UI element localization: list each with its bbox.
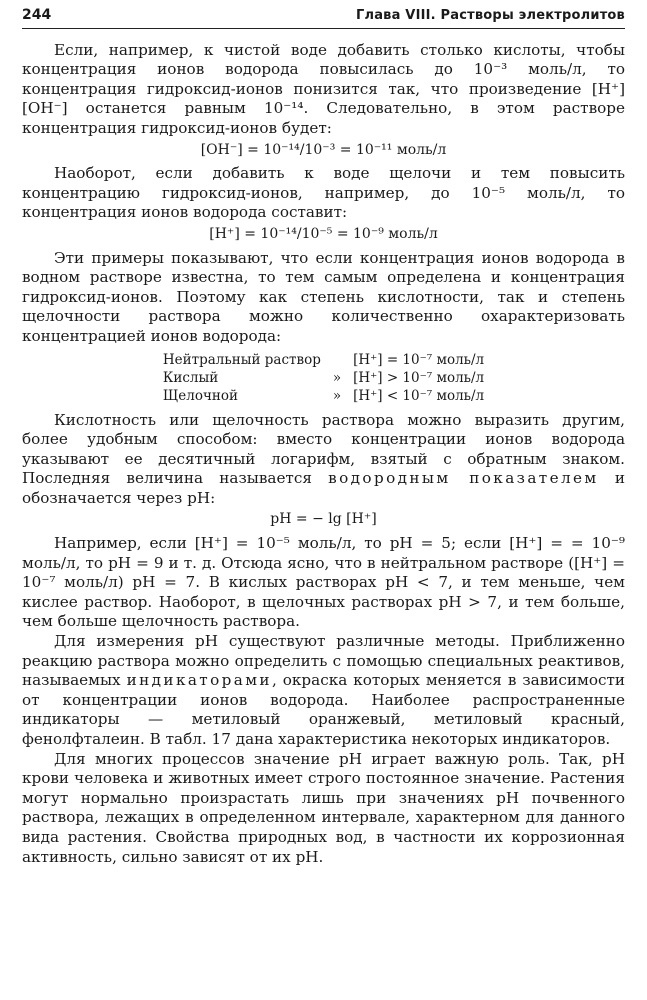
paragraph-4-tail: и обозначается через pH: [22, 469, 626, 507]
paragraph-4 [22, 411, 625, 509]
paragraph-1: Если, например, к чистой воде добавить столько кислоты, чтобы концентрация ионов водорода повысилась до 10⁻³ моль/л, то концентрация гидроксид-ионов понизится так, что произведение [H⁺] [OH⁻] останется равным 10⁻¹⁴. Следовательно, в этом растворе концентрация гидроксид-ионов будет: [22, 40, 625, 137]
formula-oh: [OH⁻] = 10⁻¹⁴/10⁻³ = 10⁻¹¹ моль/л [200, 141, 447, 158]
term-ph: водородным показателем [328, 469, 599, 488]
case-ditto: » [332, 387, 342, 404]
paragraph-6-text: Для измерения pH существуют различные методы. Приближенно реакцию раствора можно определить с помощью специальных реактивов, называемых [22, 632, 625, 690]
running-head: Глава VIII. Растворы электролитов [356, 8, 625, 23]
table-row [157, 369, 490, 387]
paragraph-3: Эти примеры показывают, что если концентрация ионов водорода в водном растворе известна, то тем самым определена и концентрация гидроксид-ионов. Поэтому как степень кислотности, так и степень щелочности раствора можно количественно охарактеризовать концентрацией ионов водорода: [22, 248, 625, 345]
paragraph-5: Например, если [H⁺] = 10⁻⁵ моль/л, то pH = 5; если [H⁺] = = 10⁻⁹ моль/л, то pH = 9 и т. д. Отсюда ясно, что в нейтральном растворе ([H⁺] = 10⁻⁷ моль/л) pH = 7. В кислых растворах pH < 7, и тем меньше, чем кислее раствор. Наоборот, в щелочных растворах pH > 7, и тем больше, чем больше щелочность раствора. [22, 534, 625, 631]
case-formula: [H⁺] < 10⁻⁷ моль/л [353, 387, 485, 404]
case-ditto: » [332, 369, 342, 386]
formula-h: [H⁺] = 10⁻¹⁴/10⁻⁵ = 10⁻⁹ моль/л [209, 225, 438, 242]
paragraph-4-text: Кислотность или щелочность раствора можно выразить другим, более удобным способом: вместо концентрации ионов водорода указывают ее десятичный логарифм, взятый с обратным знаком. Последняя величина называется [22, 410, 625, 488]
case-label: Нейтральный раствор [162, 351, 321, 368]
paragraph-6-tail: , окраска которых меняется в зависимости от концентрации ионов водорода. Наиболее распространенные индикаторы — метиловый оранжевый, метиловый красный, фенолфталеин. В табл. 17 дана характеристика некоторых индикаторов. [22, 671, 625, 748]
table-row [157, 387, 490, 405]
page-number: 244 [22, 7, 52, 23]
page-header [22, 6, 625, 29]
paragraph-7: Для многих процессов значение pH играет важную роль. Так, pH крови человека и животных имеет строго постоянное значение. Растения могут нормально произрастать лишь при значениях pH почвенного раствора, лежащих в определенном интервале, характерном для данного вида растения. Свойства природных вод, в частности их коррозионная активность, сильно зависят от их pH. [22, 749, 625, 866]
term-indicators: индикаторами [126, 671, 272, 690]
paragraph-2: Наоборот, если добавить к воде щелочи и тем повысить концентрацию гидроксид-ионов, например, до 10⁻⁵ моль/л, то концентрация ионов водорода составит: [22, 164, 625, 222]
case-formula: [H⁺] = 10⁻⁷ моль/л [353, 351, 485, 368]
ph-cases-table [157, 351, 490, 405]
case-label: Кислый [162, 369, 219, 386]
case-label: Щелочной [162, 387, 239, 404]
formula-ph: pH = − lg [H⁺] [270, 511, 377, 528]
case-formula: [H⁺] > 10⁻⁷ моль/л [353, 369, 485, 386]
paragraph-6 [22, 632, 625, 750]
table-row [157, 351, 490, 369]
case-ditto [327, 351, 347, 369]
